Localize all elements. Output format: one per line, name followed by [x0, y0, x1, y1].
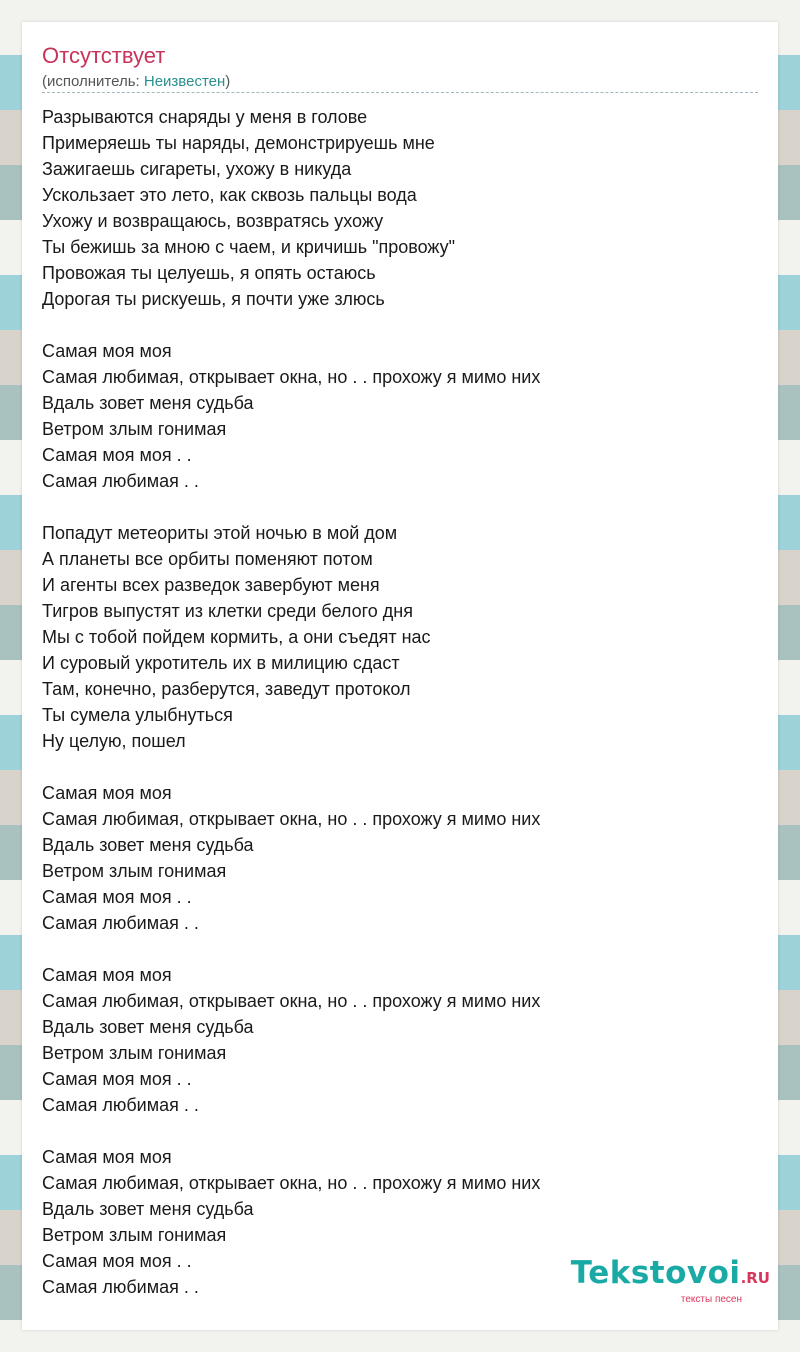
- song-title: Отсутствует: [42, 43, 166, 68]
- artist-prefix: (исполнитель:: [42, 73, 144, 90]
- logo-tld: .RU: [740, 1269, 770, 1287]
- lyrics-line: Самая любимая . .: [42, 471, 199, 491]
- lyrics-line: Вдаль зовет меня судьба: [42, 1017, 254, 1037]
- lyrics-line: Ты сумела улыбнуться: [42, 705, 233, 725]
- title-divider: [42, 92, 758, 93]
- lyrics-line: Ветром злым гонимая: [42, 1043, 227, 1063]
- lyrics-line: Попадут метеориты этой ночью в мой дом: [42, 523, 398, 543]
- artist-suffix: ): [225, 73, 231, 90]
- lyrics-line: Примеряешь ты наряды, демонстрируешь мне: [42, 133, 435, 153]
- site-logo[interactable]: [571, 1257, 770, 1306]
- lyrics-line: Вдаль зовет меня судьба: [42, 1199, 254, 1219]
- logo-wordmark: [571, 1257, 770, 1294]
- lyrics-line: Самая моя моя: [42, 783, 172, 803]
- lyrics-line: Провожая ты целуешь, я опять остаюсь: [42, 263, 376, 283]
- artist-line: [42, 72, 230, 92]
- lyrics-line: Ветром злым гонимая: [42, 1225, 227, 1245]
- lyrics-stanza: [42, 780, 762, 936]
- lyrics-line: Самая любимая, открывает окна, но . . прохожу я мимо них: [42, 991, 541, 1011]
- lyrics-line: Самая моя моя . .: [42, 445, 192, 465]
- lyrics-line: Самая любимая . .: [42, 913, 199, 933]
- artist-link[interactable]: Неизвестен: [143, 73, 226, 90]
- logo-name: Tekstovoi: [570, 1255, 741, 1291]
- lyrics-stanza: [42, 520, 762, 754]
- lyrics-line: И суровый укротитель их в милицию сдаст: [42, 653, 400, 673]
- lyrics-body: [42, 104, 762, 1326]
- lyrics-line: Самая любимая . .: [42, 1277, 199, 1297]
- lyrics-line: Ты бежишь за мною с чаем, и кричишь "провожу": [42, 237, 456, 257]
- lyrics-line: Самая моя моя . .: [42, 1069, 192, 1089]
- lyrics-line: Самая любимая . .: [42, 1095, 199, 1115]
- lyrics-line: Ускользает это лето, как сквозь пальцы вода: [42, 185, 417, 205]
- lyrics-line: Самая моя моя . .: [42, 887, 192, 907]
- lyrics-stanza: [42, 962, 762, 1118]
- lyrics-line: А планеты все орбиты поменяют потом: [42, 549, 373, 569]
- lyrics-line: Самая моя моя: [42, 965, 172, 985]
- lyrics-line: Дорогая ты рискуешь, я почти уже злюсь: [42, 289, 385, 309]
- lyrics-line: Самая любимая, открывает окна, но . . прохожу я мимо них: [42, 1173, 541, 1193]
- lyrics-line: Ветром злым гонимая: [42, 419, 227, 439]
- lyrics-line: Тигров выпустят из клетки среди белого дня: [42, 601, 413, 621]
- lyrics-line: Самая моя моя: [42, 341, 172, 361]
- lyrics-line: Самая моя моя . .: [42, 1251, 192, 1271]
- lyrics-line: Самая моя моя: [42, 1147, 172, 1167]
- lyrics-line: Ветром злым гонимая: [42, 861, 227, 881]
- lyrics-line: Разрываются снаряды у меня в голове: [42, 107, 368, 127]
- lyrics-stanza: [42, 104, 762, 312]
- lyrics-line: Вдаль зовет меня судьба: [42, 393, 254, 413]
- lyrics-line: Самая любимая, открывает окна, но . . прохожу я мимо них: [42, 809, 541, 829]
- lyrics-card: [22, 22, 778, 1330]
- lyrics-line: И агенты всех разведок завербуют меня: [42, 575, 380, 595]
- lyrics-line: Мы с тобой пойдем кормить, а они съедят нас: [42, 627, 431, 647]
- lyrics-line: Зажигаешь сигареты, ухожу в никуда: [42, 159, 352, 179]
- lyrics-line: Ну целую, пошел: [42, 731, 186, 751]
- lyrics-line: Самая любимая, открывает окна, но . . прохожу я мимо них: [42, 367, 541, 387]
- lyrics-line: Ухожу и возвращаюсь, возвратясь ухожу: [42, 211, 384, 231]
- logo-tagline: тексты песен: [680, 1294, 742, 1305]
- lyrics-line: Вдаль зовет меня судьба: [42, 835, 254, 855]
- lyrics-stanza: [42, 338, 762, 494]
- lyrics-line: Там, конечно, разберутся, заведут протокол: [42, 679, 411, 699]
